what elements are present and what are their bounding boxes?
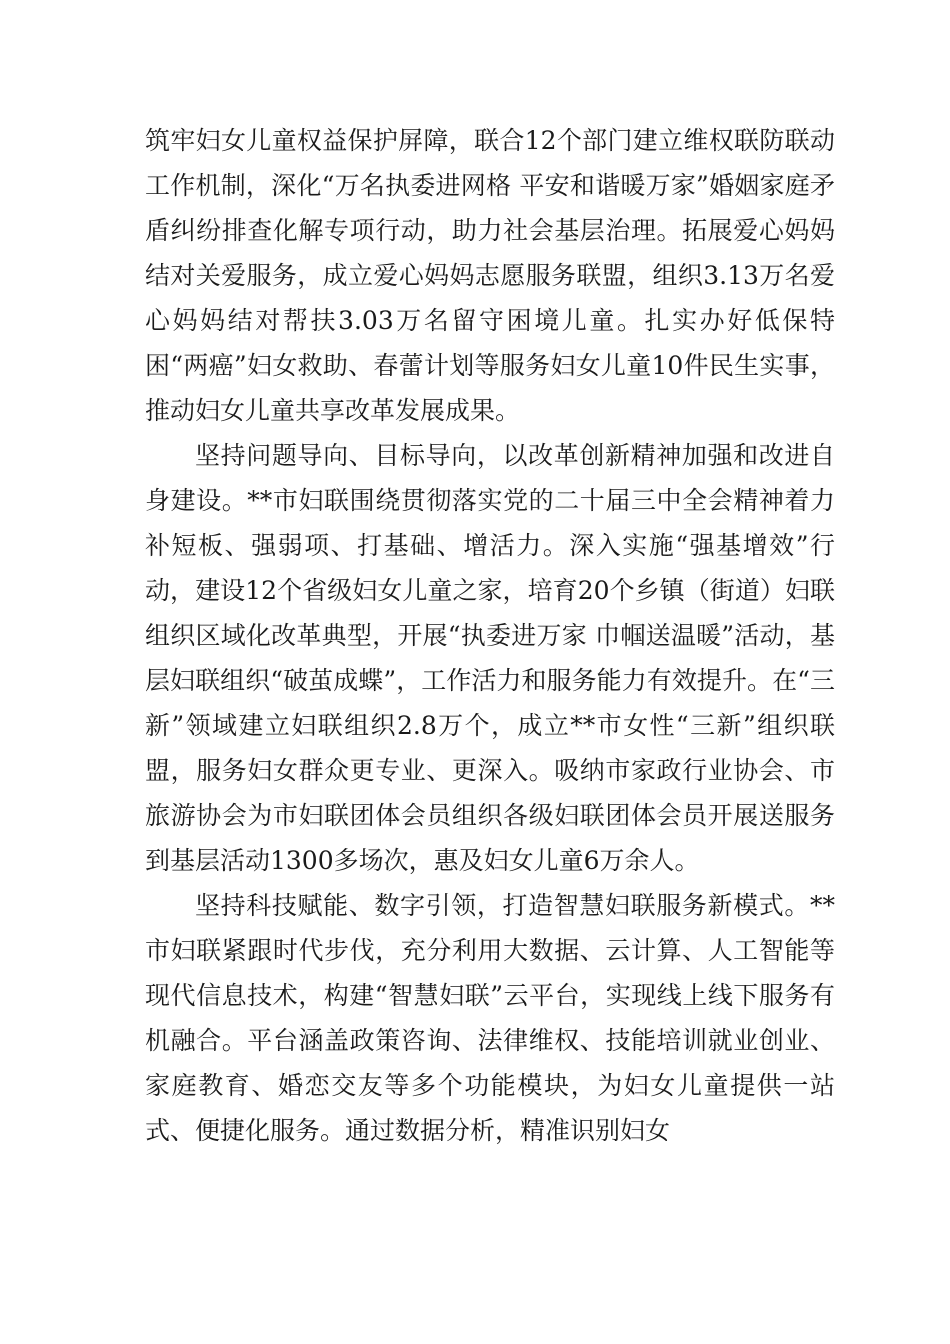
paragraph-rights-protection: 筑牢妇女儿童权益保护屏障，联合12个部门建立维权联防联动工作机制，深化“万名执委进网格 平安和谐暖万家”婚姻家庭矛盾纠纷排查化解专项行动，助力社会基层治理。拓展爱心妈妈结对关爱服务，成立爱心妈妈志愿服务联盟，组织3.13万名爱心妈妈结对帮扶3.03万名留守困境儿童。扎实办好低保特困“两癌”妇女救助、春蕾计划等服务妇女儿童10件民生实事，推动妇女儿童共享改革发展成果。 xyxy=(145,126,835,425)
document-body xyxy=(145,118,835,1153)
paragraph-smart-federation: 坚持科技赋能、数字引领，打造智慧妇联服务新模式。**市妇联紧跟时代步伐，充分利用大数据、云计算、人工智能等现代信息技术，构建“智慧妇联”云平台，实现线上线下服务有机融合。平台涵盖政策咨询、法律维权、技能培训就业创业、家庭教育、婚恋交友等多个功能模块，为妇女儿童提供一站式、便捷化服务。通过数据分析，精准识别妇女 xyxy=(145,891,835,1145)
paragraph-self-construction: 坚持问题导向、目标导向，以改革创新精神加强和改进自身建设。**市妇联围绕贯彻落实党的二十届三中全会精神着力补短板、强弱项、打基础、增活力。深入实施“强基增效”行动，建设12个省级妇女儿童之家，培育20个乡镇（街道）妇联组织区域化改革典型，开展“执委进万家 巾帼送温暖”活动，基层妇联组织“破茧成蝶”，工作活力和服务能力有效提升。在“三新”领域建立妇联组织2.8万个，成立**市女性“三新”组织联盟，服务妇女群众更专业、更深入。吸纳市家政行业协会、市旅游协会为市妇联团体会员组织各级妇联团体会员开展送服务到基层活动1300多场次，惠及妇女儿童6万余人。 xyxy=(145,441,835,875)
